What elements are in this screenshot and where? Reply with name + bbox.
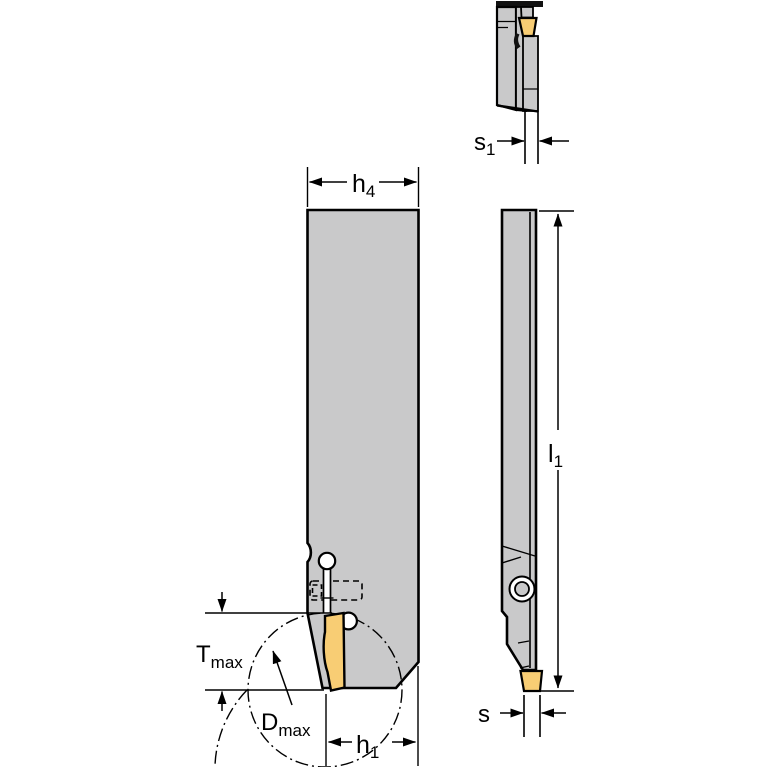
pin-stem-fill: [324, 565, 331, 614]
top-view: [474, 1, 569, 164]
dim-s-extension-lines: [524, 695, 540, 737]
dim-s-label: s: [478, 701, 490, 728]
dim-h4: [308, 167, 419, 207]
dim-l1-label: $l_1$: [548, 440, 564, 471]
dim-dmax-arrow: [273, 651, 292, 705]
dim-h4-label: $h_4$: [352, 170, 376, 201]
top-view-blade-extension-lines: [525, 111, 538, 164]
dim-s1-label: $s_1$: [474, 129, 496, 159]
side-screw-head-inner: [515, 582, 529, 596]
dim-s: [478, 695, 566, 737]
top-view-blade: [523, 36, 538, 111]
front-view: [196, 167, 419, 767]
top-view-clamp-finger: [521, 7, 533, 18]
dim-h1-label: $h_1$: [356, 731, 380, 762]
dim-tmax-label: $T_{max}$: [196, 641, 243, 672]
dim-l1: [539, 211, 574, 691]
workpiece-arc: [215, 690, 247, 766]
top-view-insert: [519, 18, 537, 36]
clamp-pin-head: [319, 553, 335, 569]
dim-s1: [474, 129, 569, 159]
top-view-body: [497, 7, 516, 110]
dim-dmax: [261, 651, 311, 740]
side-insert: [521, 671, 543, 691]
dim-dmax-label: $D_{max}$: [261, 709, 311, 740]
side-view: [478, 210, 574, 737]
